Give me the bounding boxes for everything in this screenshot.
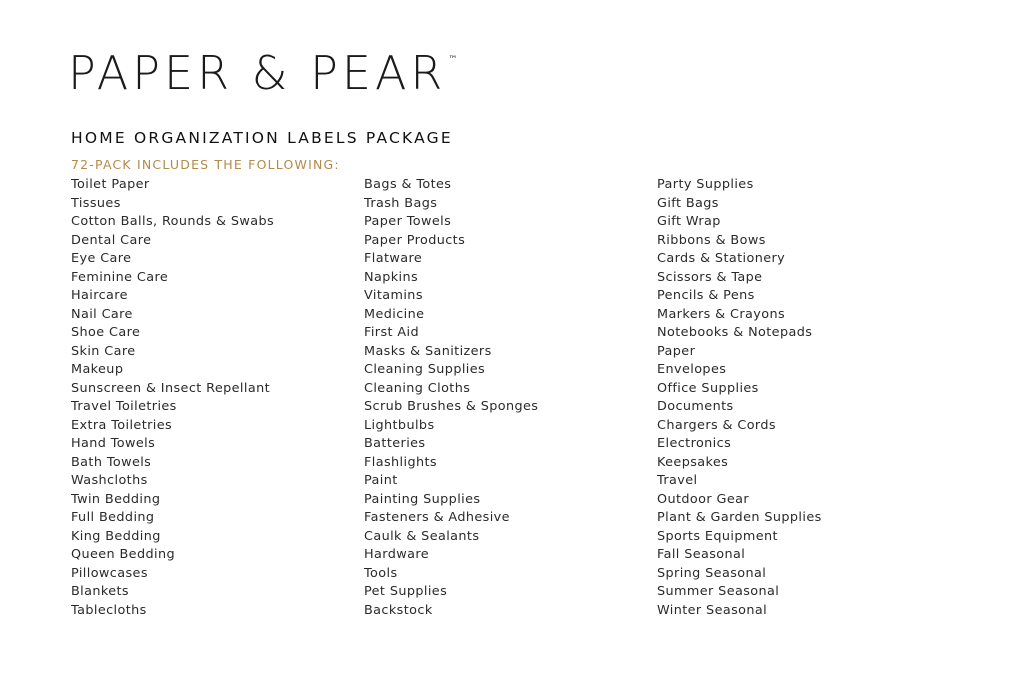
label-list-item: Flashlights (364, 454, 437, 470)
label-list-item: Extra Toiletries (71, 417, 173, 433)
label-list-item: Winter Seasonal (657, 602, 768, 618)
label-list-item: Paper Products (364, 232, 466, 248)
label-list-item: Cleaning Cloths (364, 380, 471, 396)
label-list-item: Bags & Totes (364, 177, 452, 192)
label-list-item: Napkins (364, 269, 419, 285)
label-list-column-3 (657, 176, 822, 620)
label-list-item: Skin Care (71, 343, 136, 359)
label-list-item: Paint (364, 473, 398, 488)
label-list-item: Queen Bedding (71, 547, 175, 562)
label-list-item: Paper Towels (364, 214, 452, 229)
label-list-item: Pencils & Pens (657, 288, 755, 303)
label-list-item: Notebooks & Notepads (657, 325, 813, 340)
label-list-item: Makeup (71, 362, 124, 377)
label-list-item: Party Supplies (657, 177, 754, 192)
label-list-item: Electronics (657, 436, 732, 451)
label-list-item: Feminine Care (71, 269, 169, 285)
label-list-item: Tools (364, 565, 398, 581)
label-list-item: Blankets (71, 584, 129, 599)
label-list-item: Pillowcases (71, 565, 148, 581)
label-list-item: Fasteners & Adhesive (364, 510, 510, 525)
label-list-item: Cards & Stationery (657, 251, 786, 266)
label-list-item: Ribbons & Bows (657, 232, 766, 248)
label-list-item: Backstock (364, 602, 433, 618)
label-list-item: Hand Towels (71, 436, 156, 451)
label-list-column-2 (364, 176, 538, 620)
label-list-item: Plant & Garden Supplies (657, 510, 822, 525)
label-list-item: Full Bedding (71, 510, 155, 525)
brand-name: PAPER & PEAR (68, 46, 447, 100)
label-list-item: Cleaning Supplies (364, 362, 486, 377)
label-list-item: King Bedding (71, 528, 161, 544)
label-list-item: Summer Seasonal (657, 584, 780, 599)
label-list-item: Pet Supplies (364, 584, 448, 599)
label-list-item: Hardware (364, 547, 429, 562)
label-list-item: Travel Toiletries (71, 399, 177, 414)
label-list-item: Tablecloths (71, 602, 147, 618)
label-list-item: Batteries (364, 436, 426, 451)
label-list-item: Nail Care (71, 306, 133, 322)
label-list-item: Masks & Sanitizers (364, 343, 492, 359)
label-list-item: Chargers & Cords (657, 417, 776, 433)
label-list-item: Gift Wrap (657, 214, 721, 229)
label-list-item: Documents (657, 399, 734, 414)
label-list-item: First Aid (364, 325, 420, 340)
label-list-item: Gift Bags (657, 195, 719, 211)
label-list-item: Envelopes (657, 362, 727, 377)
label-list-item: Eye Care (71, 251, 132, 266)
label-list-item: Markers & Crayons (657, 306, 786, 322)
label-list-item: Flatware (364, 251, 423, 266)
label-list-item: Sports Equipment (657, 528, 778, 544)
label-list-item: Sunscreen & Insect Repellant (71, 380, 271, 396)
label-list-item: Spring Seasonal (657, 565, 767, 581)
label-list-item: Medicine (364, 306, 425, 322)
label-list-item: Dental Care (71, 232, 152, 248)
label-list-item: Toilet Paper (71, 177, 150, 192)
label-list-item: Cotton Balls, Rounds & Swabs (71, 214, 275, 229)
label-list-item: Trash Bags (364, 195, 438, 211)
label-list-item: Bath Towels (71, 454, 152, 470)
label-list-item: Office Supplies (657, 380, 759, 396)
label-list-item: Washcloths (71, 473, 148, 488)
label-list-item: Twin Bedding (71, 491, 161, 507)
label-list-item: Scrub Brushes & Sponges (364, 399, 539, 414)
trademark-symbol: ™ (448, 55, 458, 65)
label-list-item: Haircare (71, 288, 128, 303)
label-list-item: Scissors & Tape (657, 269, 763, 285)
label-list-item: Keepsakes (657, 454, 729, 470)
label-list-item: Lightbulbs (364, 417, 435, 433)
label-list-item: Travel (657, 473, 698, 488)
label-list-item: Tissues (71, 195, 121, 211)
label-list-item: Caulk & Sealants (364, 528, 480, 544)
label-list-item: Painting Supplies (364, 491, 481, 507)
label-list-item: Paper (657, 343, 696, 359)
page-subtitle: 72-PACK INCLUDES THE FOLLOWING: (71, 157, 340, 172)
label-list-item: Shoe Care (71, 325, 141, 340)
label-list-item: Vitamins (364, 288, 423, 303)
label-list-item: Fall Seasonal (657, 547, 746, 562)
label-list-column-1 (71, 176, 274, 620)
page-title: HOME ORGANIZATION LABELS PACKAGE (71, 129, 453, 147)
label-list-item: Outdoor Gear (657, 491, 750, 507)
brand-logo (68, 46, 458, 100)
